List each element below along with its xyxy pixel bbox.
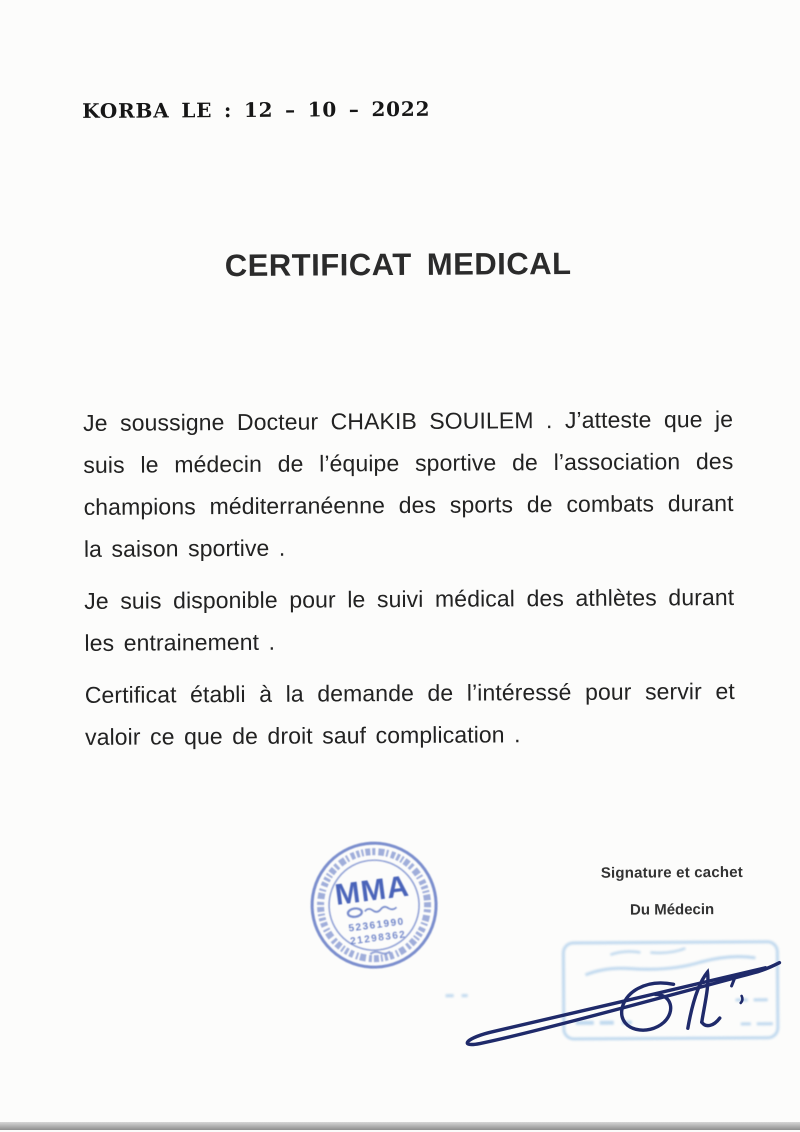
scan-edge-shadow [0,1122,800,1130]
faint-stamp [445,942,778,1040]
signature-caption [557,864,787,919]
signature-caption-line2: Du Médecin [629,901,715,919]
page-title: CERTIFICAT MEDICAL [224,245,572,284]
stamp-number-2: 21298362 [349,929,408,948]
place-date-line: KORBA LE : 12 – 10 – 2022 [82,96,431,123]
body-paragraph: Je suis disponible pour le suivi médical des athlètes durant les entrainement . [84,583,735,656]
body-paragraph: Je soussigne Docteur CHAKIB SOUILEM . J’atteste que je suis le médecin de l’équipe sportive de l’association des champions méditerranéenne des sports de combats durant la saison sportive . [83,405,734,562]
signature [435,934,800,1054]
body-paragraph: Certificat établi à la demande de l’intéressé pour servir et valoir ce que de droit sauf complication . [84,677,735,750]
certificate-body [83,398,735,768]
signature-ink [467,963,780,1045]
signature-caption-line1: Signature et cachet [600,863,744,882]
stamp-number-1: 52361990 [347,916,406,935]
stamp-initials: MMA [333,869,412,912]
round-stamp [302,834,447,977]
